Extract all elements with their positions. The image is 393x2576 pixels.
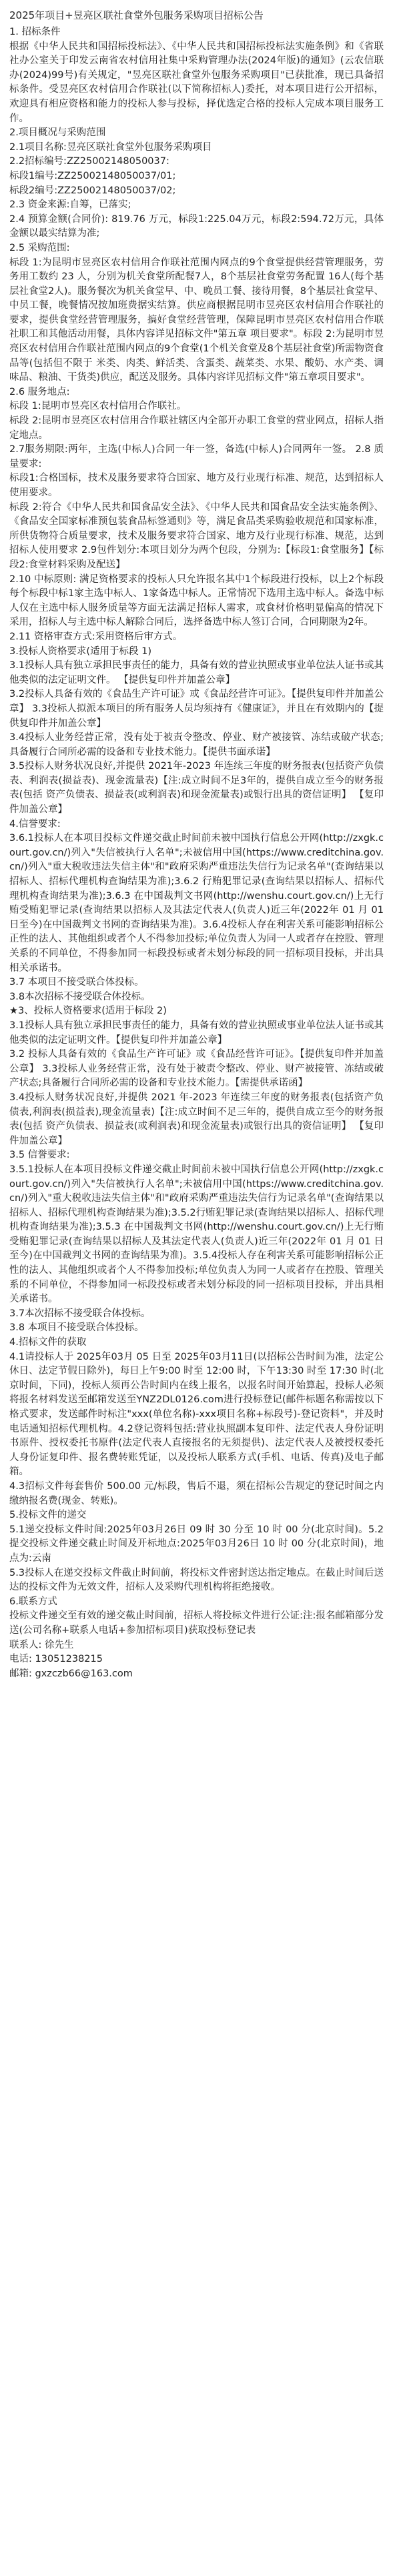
announcement-paragraph: 5.投标文件的递交 (9, 1510, 87, 1521)
announcement-paragraph: 2.项目概况与采购范围 (9, 127, 106, 139)
announcement-paragraph: 标段 1:昆明市昱亮区农村信用合作联社。 (9, 401, 187, 412)
announcement-paragraph: 标段 2:昆明市昱亮区农村信用合作联社辖区内全部开办职工食堂的营业网点，招标人指定地点。 (9, 415, 384, 441)
announcement-paragraph: 3.5投标人财务状况良好,并提供 2021年-2023 年连续三年度的财务报表(包括资产负债表、利润表(损益表)、现金流量表)【注:成立时间不足3年的，提供自成立至今的财务报表(包括 资产负债表、损益表(或利润表)和现金流量表)或银行出具的资信证明】 【复印件加盖公章】 (9, 761, 384, 816)
announcement-paragraph: 3.5 信誉要求: (9, 1150, 70, 1161)
announcement-paragraph: 3.7 本项目不接受联合体投标。 (9, 977, 144, 988)
announcement-paragraph: 2.2招标编号:ZZ25002148050037: (9, 156, 169, 167)
page-title: 2025年项目+昱亮区联社食堂外包服务采购项目招标公告 (9, 9, 264, 21)
announcement-paragraph: 3.4投标人财务状况良好,并提供 2021 年-2023 年连续三年度的财务报表(包括资产负债表,利润表(损益表),现金流量表)【注:成立时间不足三年的，提供自成立至今的财务报表(包括 资产负债表、损益表(或利润表)和现金流量表)或银行出具的资信证明】 【复印件加盖公章】 (9, 1092, 384, 1146)
announcement-paragraph: 标段 1:为昆明市昱亮区农村信用合作联社范围内网点的9个食堂提供经营管理服务，劳务用工数约 23 人，分别为机关食堂所配餐7人，8个基层社食堂劳务配置 16人(每个基层社食堂2人)。服务餐次为机关食堂早、中、晚员工餐、接待用餐，8个基层社食堂早、中员工餐，晚餐情况按加班费据实结算。供应商根据昆明市昱亮区农村信用合作联社的要求，提供食堂经营管理服务，搞好食堂经营管理，保障昆明市昱亮区农村信用合作联社职工和其他活动用餐，具体内容详见招标文件"第五章 项目要求"。标段 2:为昆明市昱亮区农村信用合作联社范围内网点的9个食堂(1个机关食堂及8个基层社食堂)所需物资食品等(包括但不限于 米类、肉类、鲜活类、含蛋类、蔬菜类、水果、酸奶、水产类、调味品、粮油、干货类)供应，配送及服务。具体内容详见招标文件"第五章项目要求"。 (9, 257, 384, 383)
announcement-paragraph: 2.5 采购范围: (9, 242, 70, 253)
announcement-body (9, 25, 384, 1681)
announcement-paragraph: 1. 招标条件 (9, 27, 61, 37)
announcement-paragraph: 3.2 投标人具备有效的《食品生产许可证》或《食品经营许可证》。【提供复印件并加盖公章】 3.3投标人业务经营正常，没有处于被责令整改、停业、财产被接管、冻结或破产状态;具备履行合同所必需的设备和专业技术能力。【需提供承诺函】 (9, 1049, 384, 1089)
announcement-paragraph: 3.8 本项目不接受联合体投标。 (9, 1322, 144, 1334)
announcement-paragraph: 标段2编号:ZZ25002148050037/02; (9, 185, 176, 196)
announcement-paragraph: 3.1投标人具有独立承担民事责任的能力，具备有效的营业执照或事业单位法人证书或其他类似的法定证明文件。 【提供复印件并加盖公章】 (9, 660, 384, 686)
announcement-paragraph: 2.3 资金来源:自筹，已落实; (9, 199, 131, 211)
announcement-paragraph: 2.6 服务地点: (9, 386, 70, 397)
announcement-paragraph: 5.1递交投标文件时间:2025年03月26日 09 时 30 分至 10 时 00 分(北京时间)。5.2 提交投标文件递交截止时间及开标地点:2025年03月26日 10 时 00 分(北京时间)，地点为:云南 (9, 1524, 384, 1564)
announcement-paragraph: 根据《中华人民共和国招标投标法》、《中华人民共和国招标投标法实施条例》和《省联社办公室关于印发云南省农村信用社集中采购管理办法(2024年版)的通知》(云农信联办(2024)99号)有关规定，"昱亮区联社食堂外包服务采购项目"已获批准，现已具备招标条件。受昱亮区农村信用合作联社(以下简称招标人)委托，对本项目进行公开招标，欢迎具有相应资格和能力的投标人参与投标，择优选定合格的投标人完成本项目服务工作。 (9, 41, 384, 124)
announcement-paragraph: 电话: 13051238215 (9, 1654, 103, 1665)
announcement-paragraph: 6.联系方式 (9, 1596, 57, 1607)
announcement-paragraph: 3.7本次招标不接受联合体投标。 (9, 1308, 151, 1319)
announcement-paragraph: 2.4 预算金额(合同价): 819.76 万元，标段1:225.04万元，标段2:594.72万元，具体金额以最实结算为准; (9, 213, 384, 239)
announcement-paragraph: 2.1项目名称:昱亮区联社食堂外包服务采购项目 (9, 141, 212, 153)
announcement-paragraph: 4.1请投标人于 2025年03月 05 日至 2025年03月11日(以招标公告时间为准，法定公休日、法定节假日除外)，每日上午9:00 时至 12:00 时，下午13:30 时至 17:30 时(北京时间，下同)，投标人须再公告时间内在线上报名，以报名时间开始算起，投标人必须将报名材料发送至邮箱发送至YNZ2DL0126.com进行投标登记(邮件标题名称需按以下格式要求，发送邮件时标注"xxx(单位名称)-xxx项目名称+标段号)-登记资料"，并及时电话通知招标代理机构。4.2登记资料包括:营业执照副本复印件、法定代表人身份证明书原件、授权委托书原件(法定代表人直接报名的无须提供)、法定代表人及被授权委托人身份证复印件、报名费转账凭证，以及投标人联系方式(手机、电话、传真)及电子邮箱。 (9, 1351, 384, 1478)
announcement-paragraph: 3.投标人资格要求(适用于标段 1) (9, 646, 151, 657)
announcement-paragraph: 投标文件递交至有效的递交截止时间前，招标人将投标文件进行公证:注:报名邮箱部分发送(公司名称+联系人电话+参加招标项目)获取投标登记表 (9, 1610, 384, 1636)
announcement-paragraph: 5.3投标人在递交投标文件截止时间前，将投标文件密封送达指定地点。在截止时间后送达的投标文件为无效文件，招标人及采购代理机构将拒绝接收。 (9, 1567, 384, 1593)
announcement-paragraph: ★3、投标人资格要求(适用于标段 2) (9, 1006, 167, 1017)
announcement-paragraph: 2.7服务期限:两年，主选(中标人)合同一年一签，备选(中标人)合同两年一签。 2.8 质量要求: (9, 444, 384, 469)
announcement-paragraph: 3.5.1投标人在本项目投标文件递交截止时间前未被中国执行信息公开网(http://zxgk.court.gov.cn/)列入"失信被执行人名单";未被信用中国(https://www.creditchina.gov.cn/)列入"重大税收违法失信主体"和"政府采购严重违法失信行为记录名单"(查询结果以招标人、招标代理机构查询结果为准);3.5.2行贿犯罪记录(查询结果以招标人、招标代理机构查询结果为准);3.5.3 在中国裁判文书网(http://wenshu.court.gov.cn/)上无行贿受贿犯罪记录(查询结果以招标人及其法定代表人(负责人)近三年(2022年 01 月 01 日至今)在中国裁判文书网的查询结果为准)。3.5.4投标人存在利害关系可能影响招标公正性的法人、其他组织或者个人不得参加投标;单位负责人为同一人或者存在控股、管理关系的不同单位，不得参加同一标段投标或者未划分标段的同一招标项目投标，并出具相关承诺书。 (9, 1164, 384, 1305)
announcement-paragraph: 3.8本次招标不接受联合体投标。 (9, 991, 151, 1002)
announcement-paragraph: 3.2投标人具备有效的《食品生产许可证》或《食品经营许可证》。【提供复印件并加盖公章】 3.3投标人拟派本项目的所有服务人员均须持有《健康证》，并且在有效期内的【提供复印件并加盖公章】 (9, 689, 384, 729)
announcement-paragraph: 3.4投标人业务经营正常，没有处于被责令整改、停业、财产被接管、冻结或破产状态;具备履行合同所必需的设备和专业技术能力。【提供书面承诺】 (9, 732, 384, 758)
announcement-paragraph: 3.6.1投标人在本项目投标文件递交截止时间前未被中国执行信息公开网(http://zxgk.court.gov.cn/)列入"失信被执行人名单";未被信用中国(https://www.creditchina.gov.cn/)列入"重大税收违法失信主体"和"政府采购严重违法失信行为记录名单"(查询结果以招标人、招标代理机构查询结果为准);3.6.2 行贿犯罪记录(查询结果以招标人、招标代理机构查询结果为准);3.6.3 在中国裁判文书网(http://wenshu.court.gov.cn/)上无行贿受贿犯罪记录(查询结果以招标人及其法定代表人(负责人)近三年(2022年 01 月 01 日至今)在中国裁判文书网的查询结果为准)。3.6.4投标人存在利害关系可能影响招标公正性的法人、其他组织或者个人不得参加投标;单位负责人为同一人或者存在控股、管理关系的不同单位，不得参加同一标段投标或者未划分标段的同一招标项目投标，并出具相关承诺书。 (9, 833, 384, 974)
announcement-paragraph: 标段1:合格国标，技术及服务要求符合国家、地方及行业现行标准、规范，达到招标人使用要求。 (9, 473, 384, 498)
announcement-paragraph: 3.1投标人具有独立承担民事责任的能力，具备有效的营业执照或事业单位法人证书或其他类似的法定证明文件。【提供复印件并加盖公章】 (9, 1020, 384, 1046)
announcement-paragraph: 4.3招标文件每套售价 500.00 元/标段，售后不退，须在招标公告规定的登记时间之内缴纳报名费(现金、转账)。 (9, 1480, 384, 1506)
announcement-paragraph: 标段1编号:ZZ25002148050037/01; (9, 170, 176, 181)
announcement-paragraph: 联系人: 徐先生 (9, 1639, 74, 1650)
announcement-paragraph: 4.招标文件的获取 (9, 1337, 87, 1348)
announcement-paragraph: 4.信誉要求: (9, 818, 61, 830)
announcement-paragraph: 标段 2:符合《中华人民共和国食品安全法》、《中华人民共和国食品安全法实施条例》、《食品安全国家标准预包装食品标签通则》等，满足食品类采购验收规范和国家标准，所供货物符合质量要求，技术及服务要求符合国家、地方及行业现行标准、规范，达到招标人使用要求 2.9包件划分:本项目划分为两个包段，分别为:【标段1:食堂服务】【标段2:食堂材料采购及配送】 (9, 501, 384, 570)
announcement-paragraph: 2.10 中标原则: 满足资格要求的投标人只允许报名其中1个标段进行投标，以上2个标段每个标段中标1家主选中标人、1家备选中标人。正常情况下选用主选中标人。备选中标人仅在主选中标人服务质量等方面无法满足招标人需求，或食材价格明显偏高的情况下采用，招标人与主选中标人解除合同后，选择备选中标人签订合同，合同期限为2年。 (9, 573, 384, 628)
announcement-paragraph: 2.11 资格审查方式:采用资格后审方式。 (9, 631, 183, 642)
announcement-paragraph: 邮箱: gxzczb66@163.com (9, 1668, 133, 1679)
